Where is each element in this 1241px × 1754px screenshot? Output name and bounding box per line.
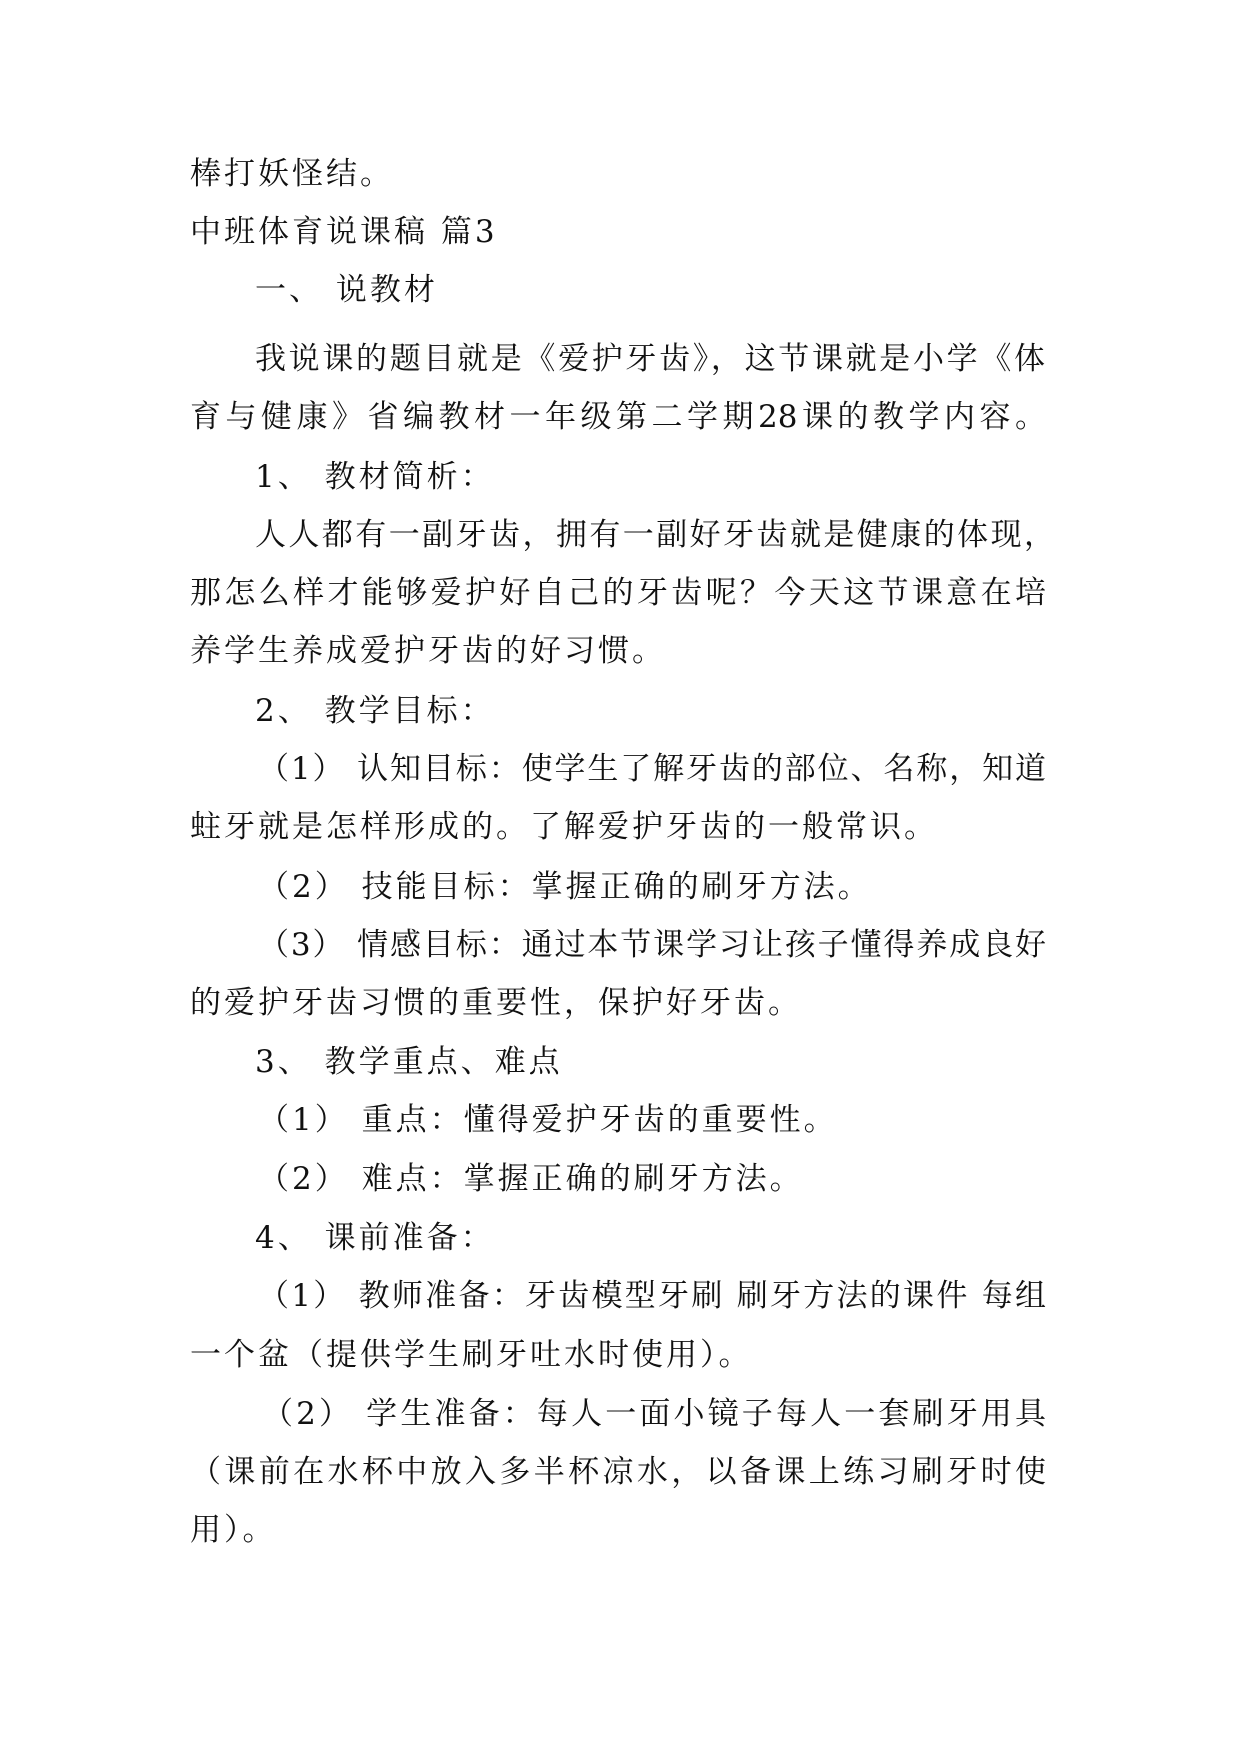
subsection-heading: 一、 说教材 [255, 272, 438, 308]
text-line: 的爱护牙齿习惯的重要性，保护好牙齿。 [190, 985, 802, 1021]
text-line: 用）。 [190, 1512, 277, 1548]
text-line: （1） 认知目标：使学生了解牙齿的部位、名称，知道 [258, 751, 1046, 787]
text-line: 那怎么样才能够爱护好自己的牙齿呢？今天这节课意在培 [190, 575, 1046, 611]
text-line: 蛀牙就是怎样形成的。了解爱护牙齿的一般常识。 [190, 809, 938, 845]
text-line: 养学生养成爱护牙齿的好习惯。 [190, 633, 666, 669]
text-line: 育与健康》省编教材一年级第二学期28课的教学内容。 [190, 399, 1046, 435]
section-heading: 中班体育说课稿 篇3 [190, 214, 498, 250]
text-line: 棒打妖怪结。 [190, 156, 394, 192]
text-line: （课前在水杯中放入多半杯凉水，以备课上练习刷牙时使 [190, 1454, 1046, 1490]
text-line: 一个盆（提供学生刷牙吐水时使用）。 [190, 1337, 753, 1373]
subsection-heading: 1、 教材简析： [255, 459, 495, 495]
subsection-heading: 3、 教学重点、难点 [255, 1044, 563, 1080]
text-line: 我说课的题目就是《爱护牙齿》，这节课就是小学《体 [255, 341, 1045, 377]
subsection-heading: 4、 课前准备： [255, 1220, 495, 1256]
text-line: （1） 教师准备：牙齿模型牙刷 刷牙方法的课件 每组 [258, 1278, 1046, 1314]
text-line: 人人都有一副牙齿，拥有一副好牙齿就是健康的体现， [255, 517, 1055, 553]
subsection-heading: 2、 教学目标： [255, 693, 495, 729]
text-line: （2） 难点：掌握正确的刷牙方法。 [258, 1161, 804, 1197]
text-line: （2） 技能目标：掌握正确的刷牙方法。 [258, 869, 872, 905]
text-line: （2） 学生准备：每人一面小镜子每人一套刷牙用具 [262, 1396, 1046, 1432]
text-line: （3） 情感目标：通过本节课学习让孩子懂得养成良好 [258, 927, 1046, 963]
text-line: （1） 重点：懂得爱护牙齿的重要性。 [258, 1102, 838, 1138]
